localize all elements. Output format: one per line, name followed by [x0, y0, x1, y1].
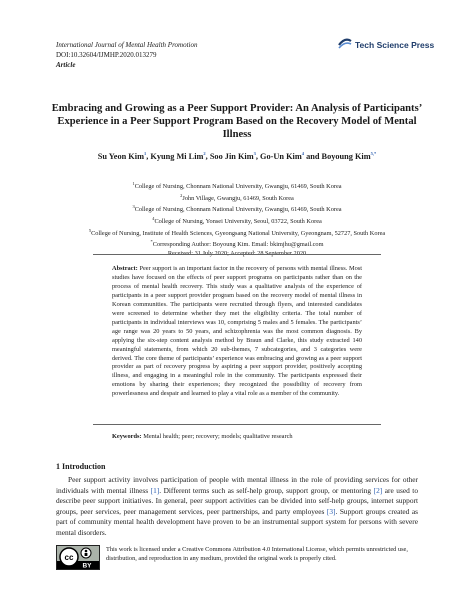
affiliation: $^2$John Village, Gwangju, 61469, South Korea — [180, 192, 294, 202]
tsp-logo-icon — [338, 36, 352, 55]
doi: DOI:10.32604/IJMHP.2020.013279 — [56, 51, 157, 59]
author[interactable]: Go-Un Kim$^4$ — [260, 151, 304, 161]
affiliation: $^3$College of Nursing, Chonnam National University, Gwangju, 61469, South Korea — [132, 204, 342, 214]
author[interactable]: Soo Jin Kim$^3$ — [209, 151, 256, 161]
abstract — [112, 265, 362, 399]
license-text: This work is licensed under a Creative Commons Attribution 4.0 International License, which permits unrestricted use, distribution, and reproduction in any medium, provided the original work is properly cited. — [106, 546, 408, 562]
author-list: Su Yeon Kim$^1$, Kyung Mi Lim$^2$, Soo Jin Kim$^3$, Go-Un Kim$^4$ and Boyoung Kim$^{5,*}$ — [97, 151, 377, 161]
citation-link[interactable]: [2] — [373, 485, 383, 495]
paper-title: Embracing and Growing as a Peer Support Provider: An Analysis of Participants’ Experience in a Peer Support Program Based on the Recovery Model of Mental Illness — [51, 103, 423, 140]
corresponding-author: *Corresponding Author: Boyoung Kim. Email: bkimjhu@gmail.com — [150, 239, 324, 249]
author[interactable]: Boyoung Kim$^{5,*}$ — [321, 151, 377, 161]
keywords — [112, 433, 362, 442]
abstract-text: Peer support is an important factor in the recovery of persons with mental illness. Most studies have focused on the effects of peer support programs on participants rather than on the process of mental health recovery. This study was a qualitative analysis of the experience of participants in a peer support provider program based on the recovery model of mental illness in Korean communities. The participants were recruited through flyers, and interested candidates were screened to determine whether they met the eligibility criteria. The total number of participants in individual interviews was 10, comprising 5 males and 5 females. The participants’ age range was 20 years to 50 years, and schizophrenia was the most common diagnosis. By applying the six-step content analysis method by Braun and Clarke, this study extracted 140 meaningful statements, from which 20 sub-themes, 7 subcategories, and 3 categories were derived. The core theme of participants’ experience was embracing and growing as a peer support provider as part of recovery progress by aspiring a peer support provider, positively accepting illness, and engaging in a meaningful role in the community. The participants expressed their emotions by sharing their experiences; they recognized the possibility of recovery from powerlessness and despair and learned to play a vital role as a member of the community. — [112, 265, 362, 398]
affiliation: $^1$College of Nursing, Chonnam National University, Gwangju, 61469, South Korea — [132, 181, 342, 191]
keywords-label: Keywords: — [112, 433, 142, 440]
citation-link[interactable]: [1] — [150, 485, 160, 495]
abstract-bottom-rule — [93, 424, 381, 425]
article-type: Article — [56, 61, 76, 69]
publisher-name: Tech Science Press — [355, 40, 435, 50]
cc-by-license-badge[interactable] — [56, 545, 100, 570]
introduction-paragraph: Peer support activity involves participation of people with mental illness in the role of providing services for other individuals with mental illness [1]. Different terms such as self-help group, support group, or mentoring [2] are used to describe peer support initiatives. In general, peer support activities can be divided into self-help groups, internet support groups, peer services, peer management services, peer partnerships, and party employees [3]. Support groups created as part of community mental health development have proven to be an instrumental support system for persons with severe mental disorders. — [56, 475, 418, 537]
publisher-logo — [338, 38, 434, 52]
affiliations — [40, 180, 434, 259]
affiliation: $^5$College of Nursing, Institute of Health Sciences, Gyeongsang National University, Gyeongnam, 52727, South Korea — [88, 227, 386, 237]
author[interactable]: Su Yeon Kim$^1$ — [97, 151, 147, 161]
citation-link[interactable]: [3] — [326, 506, 336, 516]
abstract-label: Abstract: — [112, 265, 138, 272]
svg-text:BY: BY — [82, 562, 92, 569]
abstract-top-rule — [93, 254, 381, 255]
affiliation: $^4$College of Nursing, Yonsei University, Seoul, 03722, South Korea — [152, 216, 322, 226]
svg-text:cc: cc — [64, 553, 74, 562]
author[interactable]: Kyung Mi Lim$^2$ — [150, 151, 206, 161]
journal-name: International Journal of Mental Health Promotion — [56, 41, 198, 49]
keywords-text: Mental health; peer; recovery; models; qualitative research — [143, 433, 293, 440]
section-heading: 1 Introduction — [56, 462, 106, 471]
received-dates: Received: 31 July 2020; Accepted: 28 September 2020 — [167, 250, 307, 258]
